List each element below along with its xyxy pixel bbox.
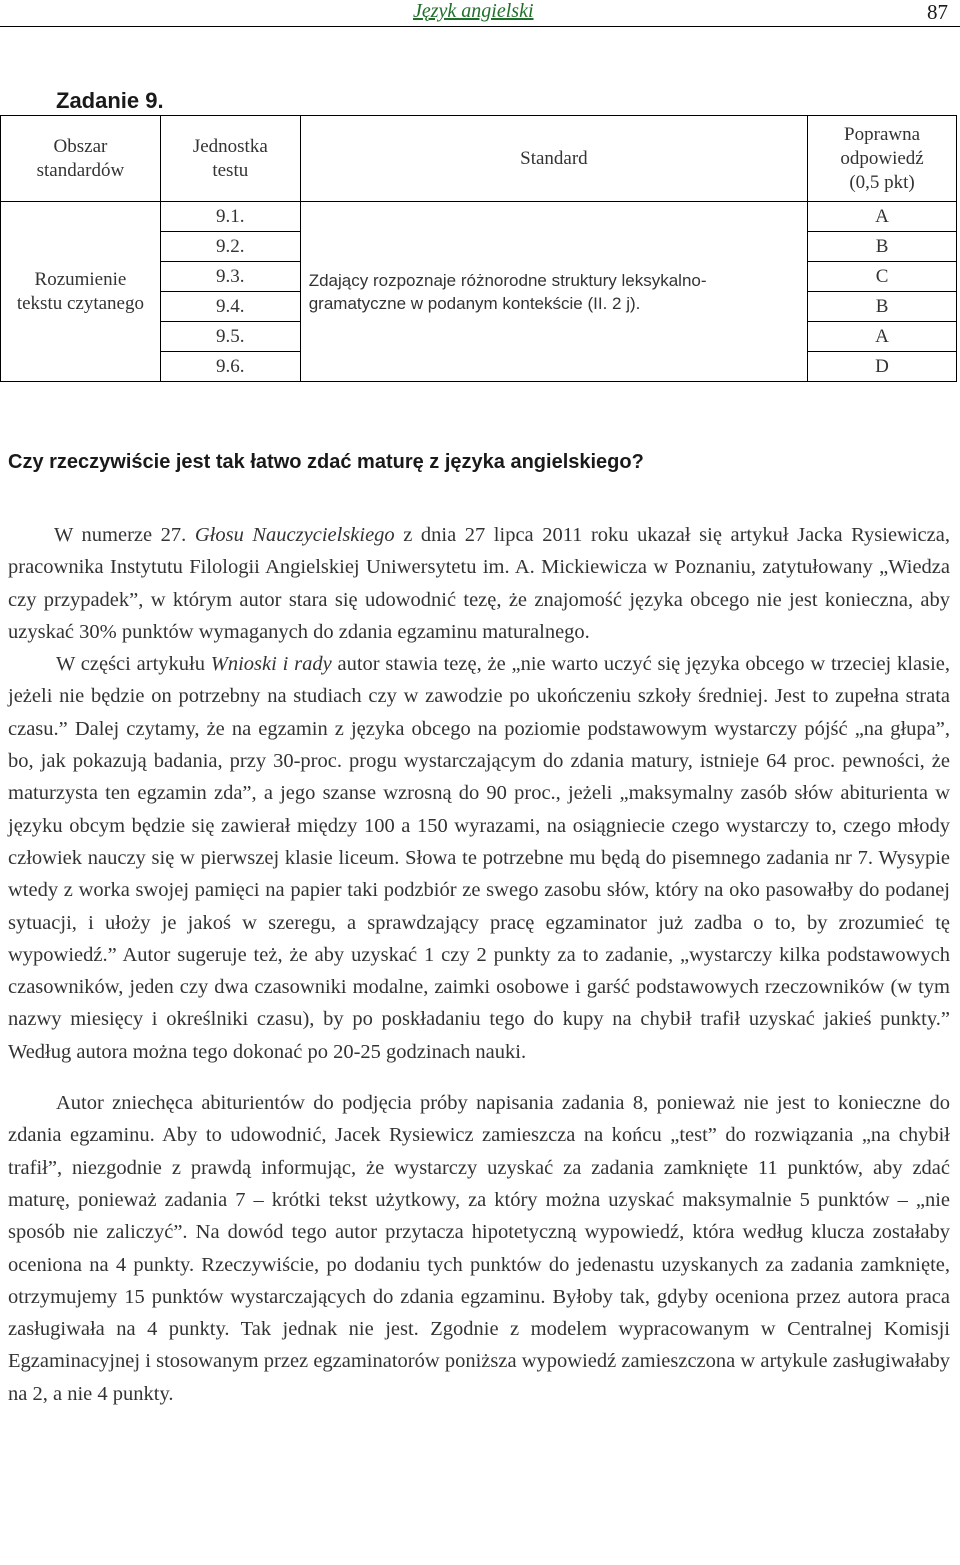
header-area: Obszar standardów (1, 116, 161, 202)
article-heading: Czy rzeczywiście jest tak łatwo zdać maturę z języka angielskiego? (8, 451, 644, 473)
unit-cell: 9.4. (160, 292, 300, 322)
section-title: Język angielski (413, 0, 534, 22)
answer-cell: B (808, 232, 957, 262)
unit-cell: 9.1. (160, 202, 300, 232)
table-row (1, 202, 957, 232)
section-name: Wnioski i rady (210, 653, 332, 676)
answer-cell: D (808, 352, 957, 382)
standard-cell: Zdający rozpoznaje różnorodne struktury leksykalno-gramatyczne w podanym kontekście (II. 2 j). (300, 202, 807, 382)
area-cell: Rozumienie tekstu czytanego (1, 202, 161, 382)
page-header (0, 0, 960, 27)
header-answer: Poprawna odpowiedź (0,5 pkt) (808, 116, 957, 202)
unit-cell: 9.5. (160, 322, 300, 352)
unit-cell: 9.2. (160, 232, 300, 262)
answer-cell: B (808, 292, 957, 322)
answer-cell: A (808, 202, 957, 232)
publication-title: Głosu Nauczycielskiego (194, 524, 395, 546)
article-body (8, 519, 950, 1410)
header-standard: Standard (300, 116, 807, 202)
answer-key-table (0, 115, 957, 382)
unit-cell: 9.3. (160, 262, 300, 292)
header-unit: Jednostka testu (160, 116, 300, 202)
task-title: Zadanie 9. (56, 88, 164, 113)
paragraph: Autor zniechęca abiturientów do podjęcia próby napisania zadania 8, ponieważ nie jest to konieczne do zdania egzaminu. Aby to udowodnić, Jacek Rysiewicz zamieszcza na końcu „test” do rozwiązania „na chybił trafił”, niezgodnie z prawdą informując, że wystarczy uzyskać za zadania zamknięte 11 punktów, aby zdać maturę, ponieważ zadania 7 – krótki tekst użytkowy, za który można uzyskać maksymalnie 5 punktów – „nie sposób nie zaliczyć”. Na dowód tego autor przytacza hipotetyczną wypowiedź, która według klucza zostałaby oceniona na 4 punkty. Rzeczywiście, po dodaniu tych punktów do jedenastu uzyskanych za zadania zamknięte, otrzymujemy 15 punktów wystarczających do zdania egzaminu. Byłoby tak, gdyby oceniona przez autora praca zasługiwała na 4 punkty. Tak jednak nie jest. Zgodnie z modelem wypracowanym w Centralnej Komisji Egzaminacyjnej i stosowanym przez egzaminatorów poniższa wypowiedź zamieszczona w artykule zasługiwałaby na 2, a nie 4 punkty. (8, 1092, 950, 1405)
table-header-row (1, 116, 957, 202)
answer-cell: C (808, 262, 957, 292)
page-number: 87 (927, 0, 948, 24)
paragraph: W numerze 27. Głosu Nauczycielskiego z dnia 27 lipca 2011 roku ukazał się artykuł Jacka Rysiewicza, pracownika Instytutu Filologii Angielskiej Uniwersytetu im. A. Mickiewicza w Poznaniu, zatytułowany „Wiedza czy przypadek”, w którym autor stara się udowodnić tezę, że znajomość języka obcego nie jest konieczna, aby uzyskać 30% punktów wymaganych do zdania egzaminu maturalnego. (8, 524, 950, 643)
paragraph: W części artykułu Wnioski i rady autor stawia tezę, że „nie warto uczyć się języka obcego w trzeciej klasie, jeżeli nie będzie on potrzebny na studiach czy w zawodzie po ukończeniu szkoły średniej. Jest to zupełna strata czasu.” Dalej czytamy, że na egzamin z języka obcego na poziomie podstawowym wystarczy pójść „na głupa”, bo, jak pokazują badania, przy 30-proc. progu wystarczającym do zdania matury, istnieje 64 proc. pewności, że maturzysta ten egzamin zda”, a jego szanse wzrosną do 90 proc., jeżeli „maksymalny zasób słów abiturienta w języku obcym będzie się zawierał między 100 a 150 wyrazami, na osiągniecie czego wystarczy to, czego młody człowiek nauczy się w pierwszej klasie liceum. Słowa te potrzebne mu będą do pisemnego zadania nr 7. Wysypie wtedy z worka swojej pamięci na papier taki podzbiór ze swego zasobu słów, który na oko pasowałby do podanej sytuacji, i ułoży je jakoś w szeregu, a sprawdzający pracę egzaminator już zadba o to, by zrozumieć tę wypowiedź.” Autor sugeruje też, że aby uzyskać 1 czy 2 punkty za to zadanie, „wystarczy kilka podstawowych czasowników, jeden czy dwa czasowniki modalne, zaimki osobowe i garść podstawowych rzeczowników (w tym nazwy miesięcy i określniki czasu), by po poskładaniu tego do kupy na chybił trafił uzyskać jakieś punkty.” Według autora można tego dokonać po 20-25 godzinach nauki. (8, 653, 950, 1063)
unit-cell: 9.6. (160, 352, 300, 382)
answer-cell: A (808, 322, 957, 352)
